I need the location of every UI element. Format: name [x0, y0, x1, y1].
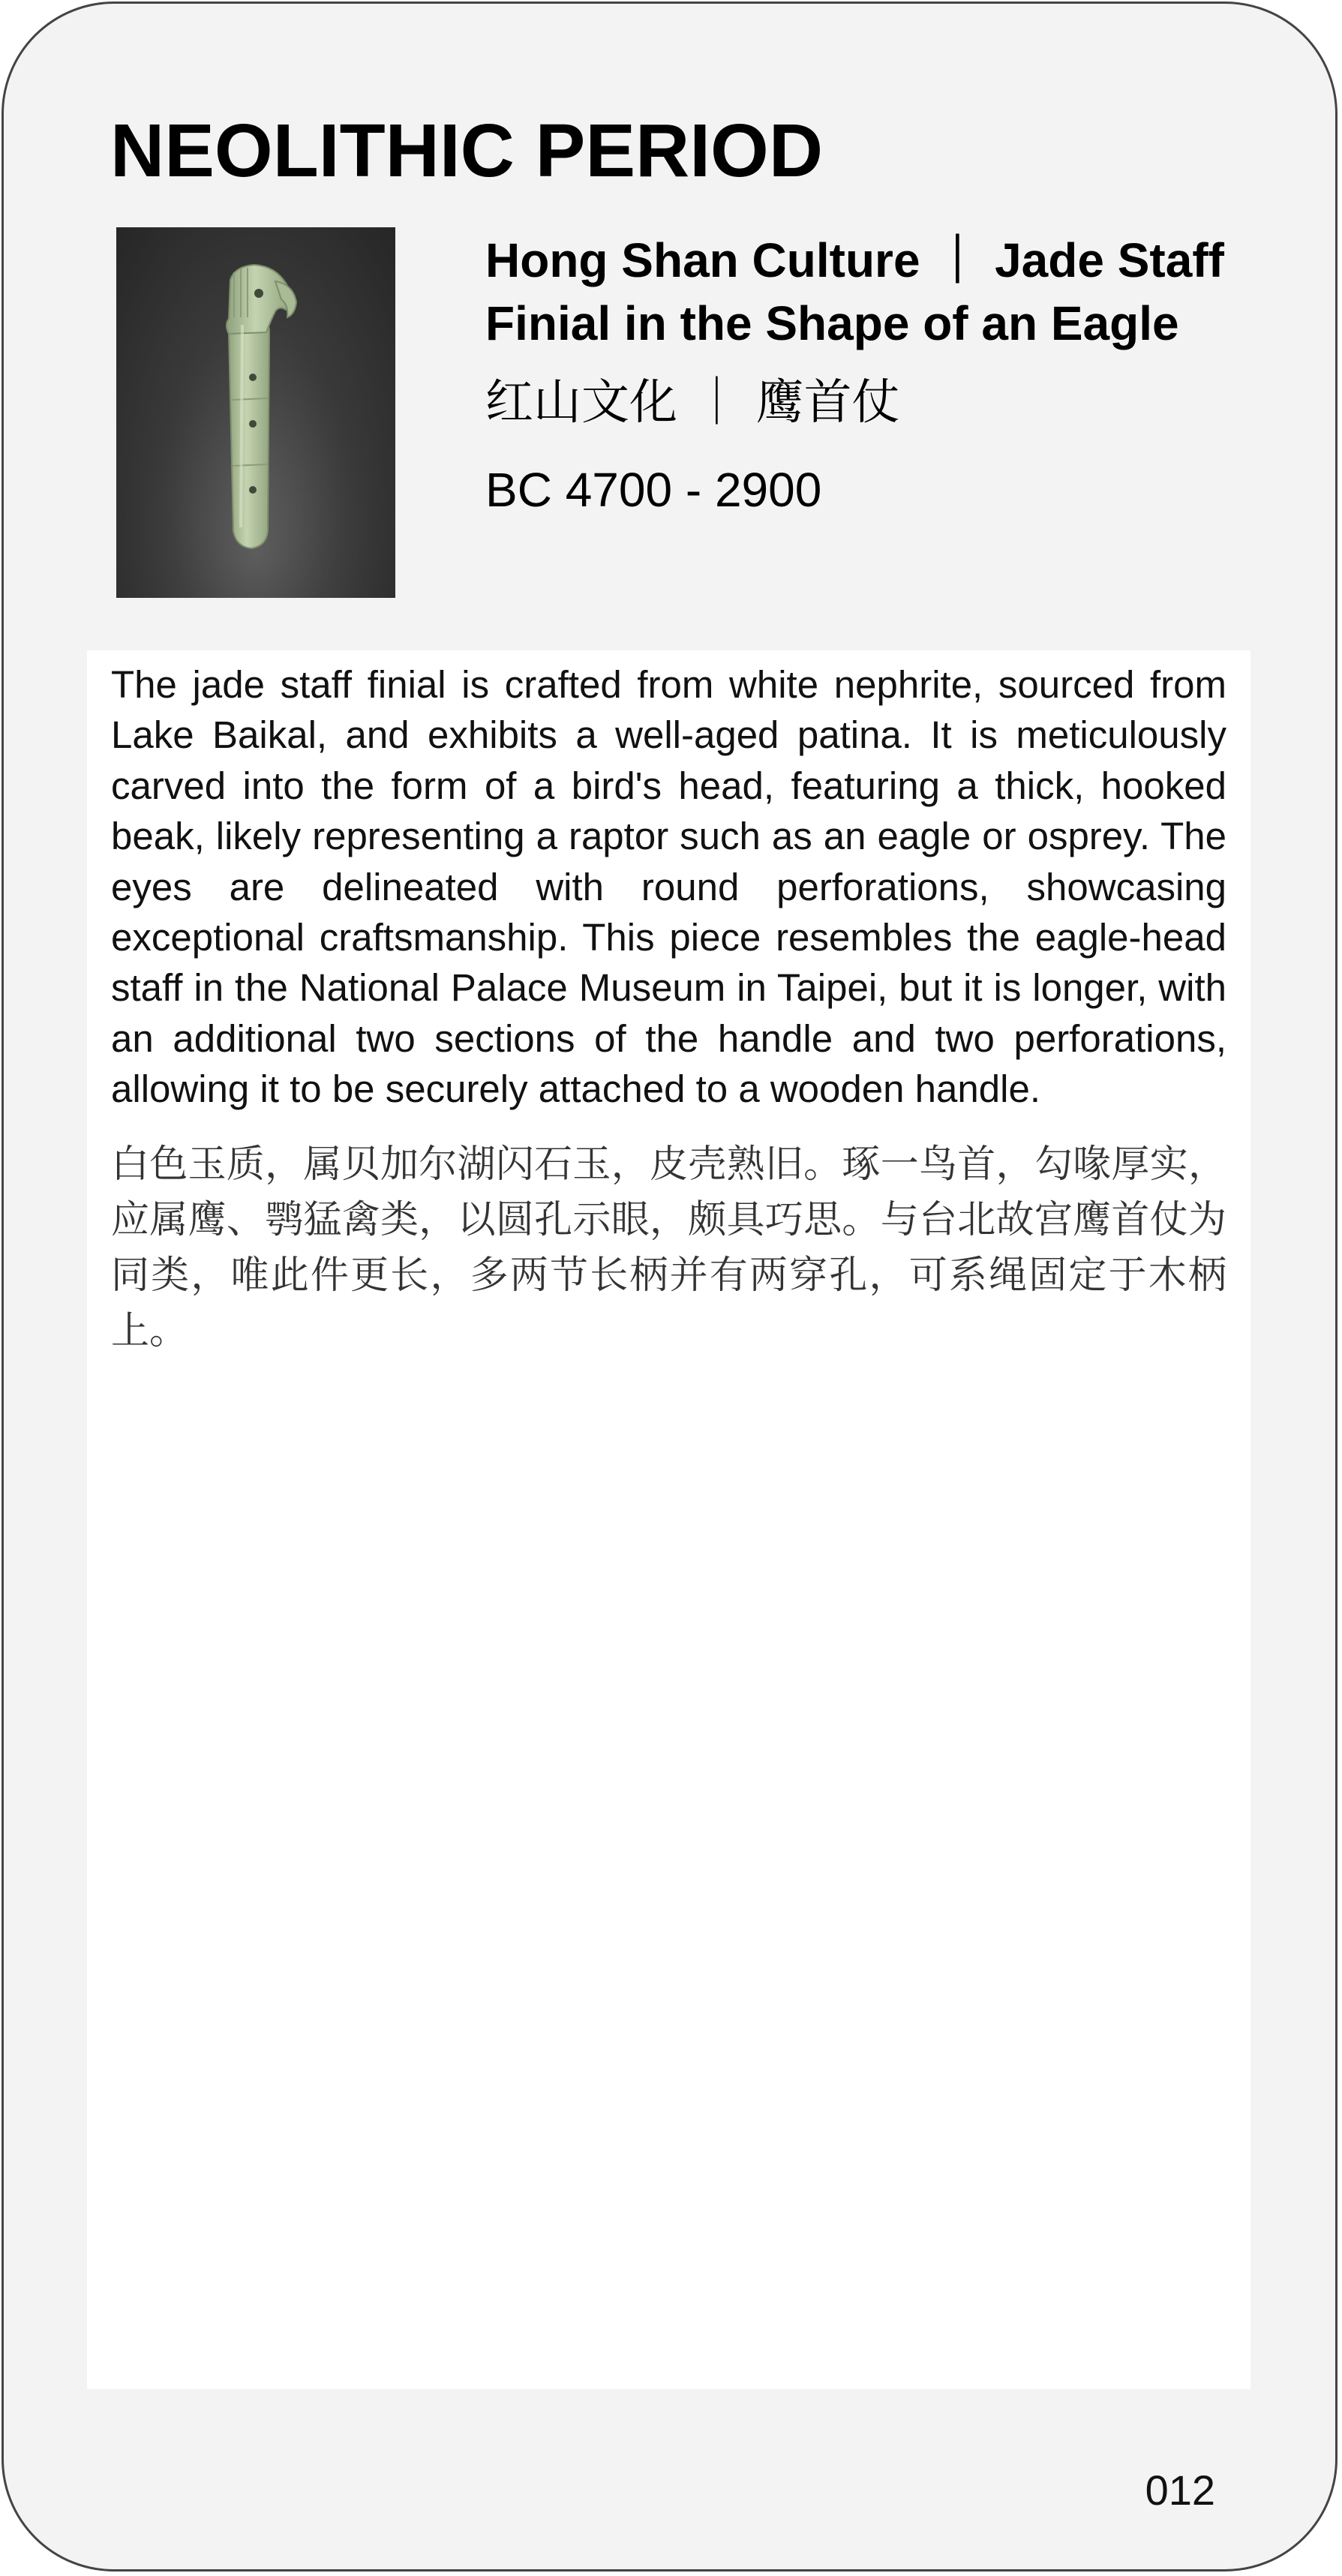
page-number: 012 [1145, 2466, 1215, 2514]
artifact-title-en: Hong Shan Culture ｜ Jade Staff Finial in the Shape of an Eagle [485, 233, 1224, 350]
description-chinese: 白色玉质，属贝加尔湖闪石玉，皮壳熟旧。琢一鸟首，勾喙厚实，应属鹰、鹗猛禽类，以圆孔示眼，颇具巧思。与台北故宫鹰首仗为同类，唯此件更长，多两节长柄并有两穿孔，可系绳固定于木柄上。 [111, 1142, 1226, 1353]
artifact-info [485, 229, 1235, 518]
description-panel [87, 650, 1250, 2389]
artifact-title-zh: 红山文化 ｜ 鹰首仗 [485, 375, 900, 431]
artifact-dates: BC 4700 - 2900 [485, 463, 822, 517]
artifact-photo [116, 227, 395, 598]
period-heading: NEOLITHIC PERIOD [110, 109, 824, 193]
description-english: The jade staff finial is crafted from white nephrite, sourced from Lake Baikal, and exhibits a well-aged patina. It is meticulously carved into the form of a bird's head, featuring a thick, hooked beak, likely representing a raptor such as an eagle or osprey. The eyes are delineated with round perforations, showcasing exceptional craftsmanship. This piece resembles the eagle-head staff in the National Palace Museum in Taipei, but it is longer, with an additional two sections of the handle and two perforations, allowing it to be securely attached to a wooden handle. [111, 663, 1226, 1111]
exhibit-card [2, 2, 1337, 2571]
